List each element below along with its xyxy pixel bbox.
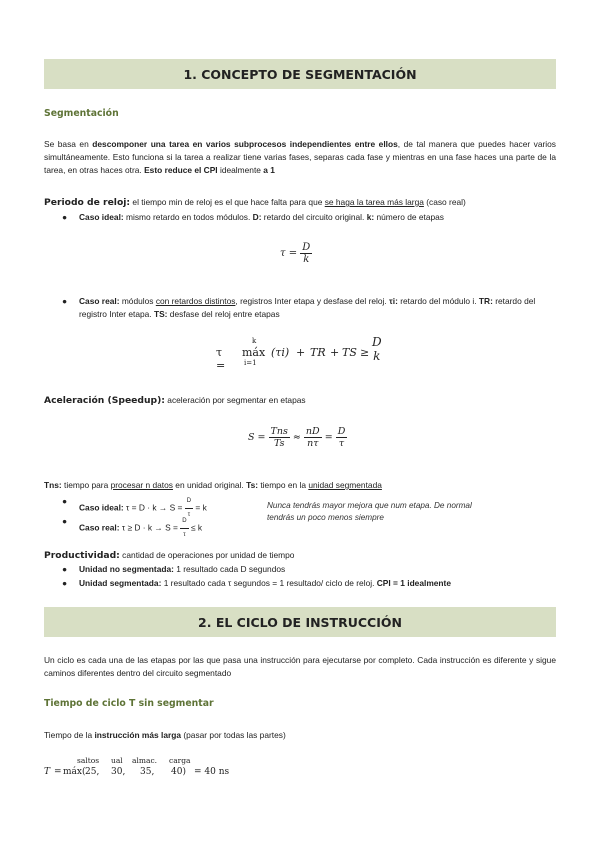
mini-fraction bbox=[180, 515, 188, 542]
caso-real-text-2: , registros Inter etapa y desfase del reloj. bbox=[235, 296, 390, 306]
segmentada-cpi: CPI = 1 idealmente bbox=[376, 578, 451, 588]
formula-lhs: τ = bbox=[280, 248, 298, 259]
tiempo-line bbox=[44, 729, 556, 742]
productividad-label: Productividad: bbox=[44, 550, 120, 561]
fraction-num: Tns bbox=[270, 426, 288, 437]
intro-bold-3: a 1 bbox=[263, 165, 275, 175]
formula-tau-ideal bbox=[280, 242, 312, 265]
no-segmentada-text: 1 resultado cada D segundos bbox=[173, 564, 286, 574]
max-operator: máx bbox=[242, 346, 266, 359]
fraction-den: k bbox=[303, 254, 310, 265]
bullet-caso-real bbox=[62, 295, 556, 321]
bullet-no-segmentada bbox=[62, 563, 556, 576]
tns-text-3: tiempo en la bbox=[258, 480, 309, 490]
fraction-num: D bbox=[180, 515, 188, 529]
periodo-line bbox=[44, 196, 556, 209]
intro-bold-2: Esto reduce el CPI bbox=[144, 165, 218, 175]
formula-speedup bbox=[248, 426, 347, 449]
t-symbol: T bbox=[44, 767, 51, 777]
intro-text-1: Se basa en bbox=[44, 139, 93, 149]
periodo-label: Periodo de reloj: bbox=[44, 197, 131, 208]
caso-real-underlined: con retardos distintos bbox=[155, 296, 236, 306]
caso-real-label: Caso real: bbox=[79, 296, 120, 306]
fraction-den: τ bbox=[183, 532, 186, 538]
no-segmentada-label: Unidad no segmentada: bbox=[79, 564, 174, 574]
bullet-dot: ● bbox=[62, 212, 68, 222]
max-argument: (τi) bbox=[271, 346, 290, 359]
caso-ideal-k: k: bbox=[366, 212, 375, 222]
value-saltos: 25, bbox=[85, 767, 100, 777]
caso-real-tr: TR: bbox=[478, 296, 493, 306]
section-2-title: 2. EL CICLO DE INSTRUCCIÓN bbox=[198, 614, 402, 630]
caso-real-text-1: módulos bbox=[119, 296, 156, 306]
fraction-num: nD bbox=[305, 426, 320, 437]
fraction-den: k bbox=[373, 349, 381, 363]
value-ual: 30, bbox=[111, 767, 126, 777]
ciclo-intro: Un ciclo es cada una de las etapas por las que pasa una instrucción para ejecutarse por completo. Cada instrucción es diferente y sigue caminos diferentes dentro del circuito segmentado bbox=[44, 655, 556, 678]
bullet-dot: ● bbox=[62, 516, 68, 526]
productividad-line bbox=[44, 549, 556, 562]
section-2-banner bbox=[44, 607, 556, 637]
fraction-2 bbox=[304, 426, 322, 449]
subheading-tiempo-ciclo: Tiempo de ciclo T sin segmentar bbox=[44, 698, 214, 709]
caso-ideal-text-1: mismo retardo en todos módulos. bbox=[123, 212, 253, 222]
caso-ideal-label: Caso ideal: bbox=[79, 212, 124, 222]
fraction-den: τ bbox=[187, 512, 191, 518]
speedup-real-label: Caso real: bbox=[79, 522, 120, 533]
fraction-num: D bbox=[372, 335, 382, 349]
tns-underlined-1: procesar n datos bbox=[110, 480, 173, 490]
tiempo-bold: instrucción más larga bbox=[94, 730, 182, 740]
productividad-text: cantidad de operaciones por unidad de tiempo bbox=[119, 550, 295, 560]
fraction bbox=[300, 242, 312, 265]
bullet-caso-ideal bbox=[62, 211, 556, 224]
fraction-den: τ bbox=[338, 438, 345, 449]
label-ual: ual bbox=[111, 756, 123, 765]
tns-line bbox=[44, 479, 556, 492]
note-speedup: Nunca tendrás mayor mejora que num etapa. De normal tendrás un poco menos siempre bbox=[267, 501, 472, 522]
caso-real-ti: τi: bbox=[389, 296, 398, 306]
max-upper-limit: k bbox=[252, 337, 257, 345]
speedup-ideal-label: Caso ideal: bbox=[79, 502, 124, 513]
intro-text-3: idealmente bbox=[217, 165, 264, 175]
bullet-dot: ● bbox=[62, 578, 68, 588]
bullet-dot: ● bbox=[62, 496, 68, 506]
intro-bold-1: descomponer una tarea en varios subprocesos independientes entre ellos bbox=[92, 139, 398, 149]
fraction-1 bbox=[269, 426, 290, 449]
fraction-den: nτ bbox=[307, 438, 319, 449]
section-1-title: 1. CONCEPTO DE SEGMENTACIÓN bbox=[183, 66, 417, 82]
speedup-ideal-text-b: = k bbox=[193, 502, 207, 513]
caso-real-text-4: retardo del registro Inter etapa. bbox=[79, 296, 536, 319]
bullet-speedup-real bbox=[62, 515, 262, 542]
intro-paragraph bbox=[44, 138, 556, 177]
ge-sign: ≥ bbox=[360, 346, 370, 359]
formula-ciclo bbox=[44, 756, 244, 782]
caso-real-text-3: retardo del módulo i. bbox=[397, 296, 479, 306]
equals-sign: = bbox=[324, 432, 333, 443]
formula-lhs: S = bbox=[248, 432, 266, 443]
tns-underlined-2: unidad segmentada bbox=[308, 480, 382, 490]
caso-ideal-d: D: bbox=[252, 212, 262, 222]
intro-text-2: , de tal manera que puedes hacer varios simultáneamente. Esto funciona si la tarea a realizar tiene varias fases, separas cada fase y mientras en una fase haces una parte de la tarea, en otras haces otra. bbox=[44, 139, 556, 175]
bullet-segmentada bbox=[62, 577, 556, 590]
subheading-segmentacion: Segmentación bbox=[44, 108, 119, 119]
equals-sign: = bbox=[54, 767, 62, 777]
section-1-banner bbox=[44, 59, 556, 89]
label-saltos: saltos bbox=[77, 756, 100, 765]
fraction bbox=[370, 335, 384, 363]
speedup-text: aceleración por segmentar en etapas bbox=[164, 395, 306, 405]
value-carga: 40) bbox=[171, 767, 186, 777]
caso-real-ts: TS: bbox=[153, 309, 168, 319]
periodo-text-a: el tiempo min de reloj es el que hace falta para que bbox=[130, 197, 325, 207]
tr-symbol: TR bbox=[310, 346, 326, 359]
fraction-3 bbox=[336, 426, 348, 449]
fraction-num: D bbox=[302, 242, 311, 253]
periodo-underlined: se haga la tarea más larga bbox=[324, 197, 424, 207]
speedup-real-text-b: ≤ k bbox=[188, 522, 203, 533]
plus-sign: + bbox=[296, 346, 306, 359]
tns-text-2: en unidad original. bbox=[172, 480, 247, 490]
periodo-text-b: (caso real) bbox=[423, 197, 466, 207]
ts-label: Ts: bbox=[246, 480, 259, 490]
caso-real-text-5: desfase del reloj entre etapas bbox=[167, 309, 280, 319]
speedup-line bbox=[44, 394, 556, 407]
label-almac: almac. bbox=[132, 756, 158, 765]
fraction-den: Ts bbox=[273, 438, 285, 449]
formula-lhs: τ = bbox=[216, 346, 226, 372]
approx-sign: ≈ bbox=[292, 432, 301, 443]
tiempo-text-a: Tiempo de la bbox=[44, 730, 95, 740]
value-almac: 35, bbox=[140, 767, 155, 777]
speedup-label: Aceleración (Speedup): bbox=[44, 395, 165, 406]
tns-text-1: tiempo para bbox=[61, 480, 111, 490]
speedup-real-text-a: τ ≥ D · k → S = bbox=[119, 522, 181, 533]
formula-result: = 40 ns bbox=[194, 767, 230, 777]
caso-ideal-text-2: retardo del circuito original. bbox=[261, 212, 367, 222]
speedup-ideal-text-a: τ = D · k → S = bbox=[123, 502, 185, 513]
max-lower-limit: i=1 bbox=[244, 359, 257, 367]
bullet-dot: ● bbox=[62, 296, 68, 306]
segmentada-text: 1 resultado cada τ segundos = 1 resultado/ ciclo de reloj. bbox=[161, 578, 377, 588]
tiempo-text-c: (pasar por todas las partes) bbox=[181, 730, 286, 740]
tns-label: Tns: bbox=[44, 480, 62, 490]
fraction-num: D bbox=[185, 495, 193, 509]
fraction-num: D bbox=[337, 426, 346, 437]
bullet-dot: ● bbox=[62, 564, 68, 574]
plus-sign: + bbox=[330, 346, 340, 359]
caso-ideal-text-3: número de etapas bbox=[374, 212, 444, 222]
ts-symbol: TS bbox=[342, 346, 357, 359]
max-operator: máx( bbox=[63, 767, 86, 777]
segmentada-label: Unidad segmentada: bbox=[79, 578, 162, 588]
label-carga: carga bbox=[169, 756, 191, 765]
